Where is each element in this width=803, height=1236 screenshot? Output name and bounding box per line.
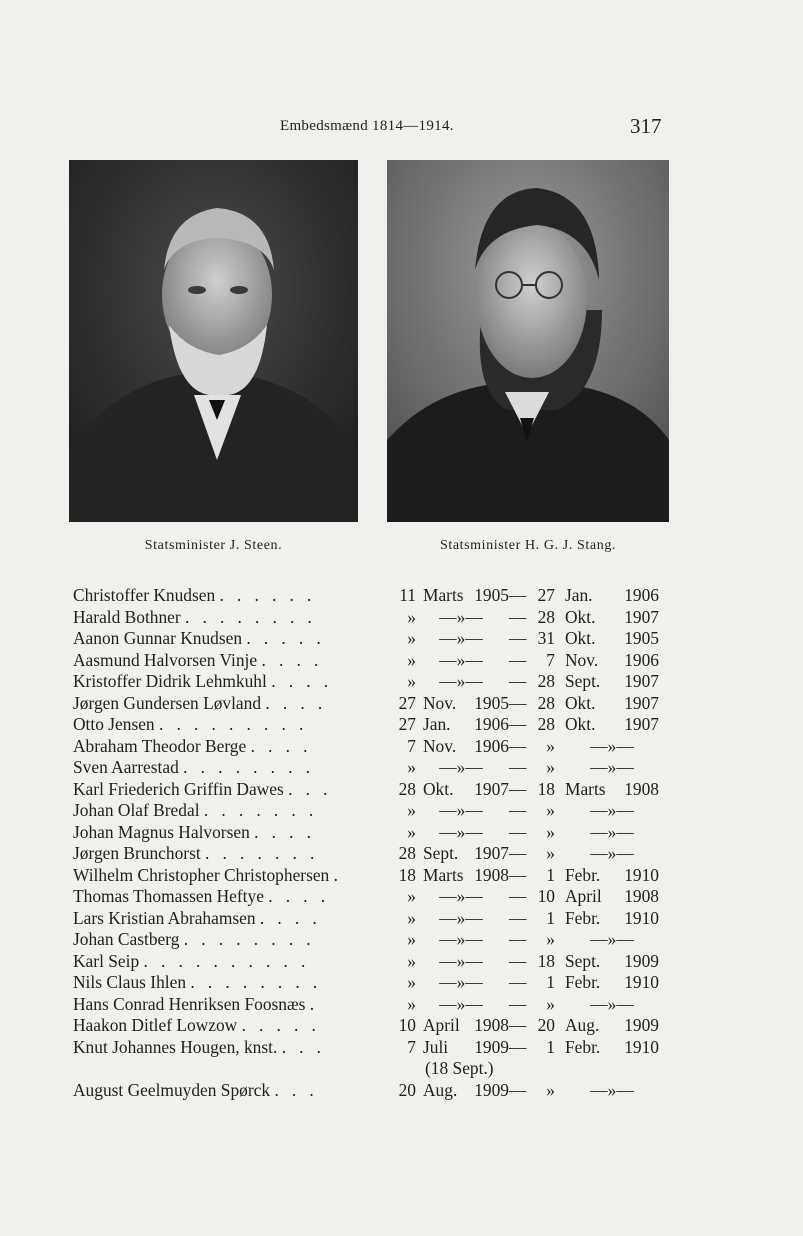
- end-day: 28: [537, 692, 555, 713]
- end-year: 1907: [624, 714, 659, 734]
- end-month: Febr.: [565, 1036, 601, 1057]
- range-dash: —: [509, 1036, 527, 1057]
- row-name: [73, 822, 389, 843]
- end-month: —»—: [590, 800, 634, 820]
- leader-dots: . . . . .: [246, 628, 326, 648]
- person-name: Knut Johannes Hougen, knst.: [73, 1036, 278, 1057]
- range-dash: —: [509, 671, 527, 691]
- end-month: Aug.: [565, 1015, 600, 1035]
- end-day: »: [546, 735, 555, 756]
- person-name: Abraham Theodor Berge: [73, 735, 247, 756]
- table-row: [73, 585, 673, 607]
- end-year: 1910: [624, 972, 659, 992]
- end-month: Okt.: [565, 714, 596, 734]
- row-name: [73, 929, 389, 950]
- range-dash: —: [509, 606, 527, 627]
- person-name: Thomas Thomassen Heftye: [73, 886, 264, 906]
- table-row: [73, 972, 673, 994]
- end-day: 10: [537, 886, 555, 906]
- start-day: »: [407, 671, 416, 691]
- end-day: 1: [546, 864, 555, 885]
- range-dash: —: [509, 778, 527, 799]
- person-name: Harald Bothner: [73, 606, 181, 627]
- end-year: 1907: [624, 606, 659, 627]
- person-name: Christoffer Knudsen: [73, 585, 216, 605]
- start-day: 10: [398, 1015, 416, 1035]
- start-day: »: [407, 993, 416, 1014]
- table-row: [73, 1080, 673, 1102]
- start-month: Aug.: [423, 1079, 458, 1100]
- range-dash: —: [509, 907, 527, 928]
- end-year: 1906: [624, 649, 659, 670]
- table-row: [73, 650, 673, 672]
- start-month: Nov.: [423, 735, 457, 756]
- end-month: —»—: [590, 1079, 634, 1100]
- end-day: 20: [537, 1015, 555, 1035]
- start-year: 1908: [474, 1015, 509, 1035]
- leader-dots: . . . . . . . .: [185, 606, 317, 627]
- table-row: [73, 951, 673, 973]
- start-year: 1909: [474, 1079, 509, 1100]
- table-row: [73, 886, 673, 908]
- start-month: —»—: [439, 649, 483, 670]
- leader-dots: . . . .: [254, 821, 316, 842]
- person-name: Aasmund Halvorsen Vinje: [73, 649, 258, 670]
- range-dash: —: [509, 950, 527, 971]
- start-day: »: [407, 606, 416, 627]
- person-name: Jørgen Brunchorst: [73, 843, 201, 863]
- leader-dots: . . . . . . . .: [183, 757, 315, 777]
- person-name: Wilhelm Christopher Christophersen: [73, 864, 330, 885]
- running-title: Embedsmænd 1814—1914.: [280, 118, 454, 134]
- end-day: »: [546, 1079, 555, 1100]
- start-month: —»—: [439, 993, 483, 1014]
- table-row: [73, 757, 673, 779]
- end-year: 1907: [624, 692, 659, 713]
- start-month: —»—: [439, 950, 483, 971]
- range-dash: —: [509, 886, 527, 906]
- portrait-caption-stang: Statsminister H. G. J. Stang.: [439, 538, 617, 553]
- row-name: [73, 736, 389, 757]
- leader-dots: . . . . . .: [219, 585, 316, 605]
- leader-dots: . . . . . . .: [205, 843, 319, 863]
- start-day: 7: [407, 735, 416, 756]
- row-name: [73, 714, 389, 735]
- page-header: [0, 114, 803, 144]
- start-month: —»—: [439, 671, 483, 691]
- end-month: Jan.: [565, 585, 593, 605]
- range-dash: —: [509, 972, 527, 992]
- start-day: 28: [398, 843, 416, 863]
- end-day: 18: [537, 778, 555, 799]
- start-month: —»—: [439, 821, 483, 842]
- table-row: [73, 1015, 673, 1037]
- range-dash: —: [509, 649, 527, 670]
- range-dash: —: [509, 628, 527, 648]
- person-name: Nils Claus Ihlen: [73, 972, 187, 992]
- start-year: 1907: [474, 843, 509, 863]
- end-month: —»—: [590, 821, 634, 842]
- end-month: —»—: [590, 735, 634, 756]
- end-year: 1907: [624, 671, 659, 691]
- leader-dots: . . . . . . .: [203, 800, 318, 820]
- leader-dots: . . . .: [259, 907, 322, 928]
- start-day: »: [407, 929, 416, 949]
- person-name: Karl Friederich Griffin Dawes: [73, 778, 284, 799]
- leader-dots: . . . . . . . .: [183, 929, 316, 949]
- table-row: [73, 1058, 673, 1080]
- start-month: —»—: [439, 628, 483, 648]
- start-month: Nov.: [423, 692, 457, 713]
- end-day: »: [546, 821, 555, 842]
- person-name: Jørgen Gundersen Løvland: [73, 692, 262, 713]
- start-month: —»—: [439, 972, 483, 992]
- range-dash: —: [509, 585, 527, 605]
- start-day: »: [407, 950, 416, 971]
- table-row: [73, 800, 673, 822]
- range-dash: —: [509, 843, 527, 863]
- range-dash: —: [509, 821, 527, 842]
- end-year: 1908: [624, 778, 659, 799]
- row-name: [73, 650, 389, 671]
- end-year: 1905: [624, 628, 659, 648]
- end-month: April: [565, 886, 602, 906]
- range-dash: —: [509, 714, 527, 734]
- end-day: 28: [537, 671, 555, 691]
- person-name: Otto Jensen: [73, 714, 155, 734]
- person-name: Haakon Ditlef Lowzow: [73, 1015, 238, 1035]
- leader-dots: .: [333, 864, 343, 885]
- person-name: Johan Castberg: [73, 929, 180, 949]
- start-day: »: [407, 649, 416, 670]
- leader-dots: . . .: [288, 778, 332, 799]
- row-name: [73, 607, 389, 628]
- range-dash: —: [509, 757, 527, 777]
- start-month: —»—: [439, 757, 483, 777]
- table-row: [73, 929, 673, 951]
- table-row: [73, 607, 673, 629]
- leader-dots: . . . .: [261, 649, 323, 670]
- leader-dots: . . . . . . . . . .: [143, 950, 310, 971]
- start-year: 1906: [474, 735, 509, 756]
- row-note: (18 Sept.): [425, 1058, 494, 1078]
- portrait-steen-illustration: [69, 160, 358, 522]
- end-day: »: [546, 843, 555, 863]
- start-month: —»—: [439, 886, 483, 906]
- start-day: »: [407, 886, 416, 906]
- table-row: [73, 843, 673, 865]
- end-day: »: [546, 993, 555, 1014]
- portrait-stang-illustration: [387, 160, 669, 522]
- start-day: 27: [398, 714, 416, 734]
- end-day: 31: [537, 628, 555, 648]
- person-name: Johan Olaf Bredal: [73, 800, 200, 820]
- start-year: 1905: [474, 585, 509, 605]
- end-day: 1: [546, 1036, 555, 1057]
- start-day: 28: [398, 778, 416, 799]
- leader-dots: . . .: [281, 1036, 326, 1057]
- leader-dots: . . . . . . . . .: [159, 714, 308, 734]
- end-month: Sept.: [565, 671, 601, 691]
- leader-dots: . . . .: [250, 735, 312, 756]
- start-month: Okt.: [423, 778, 454, 799]
- person-name: Karl Seip: [73, 950, 140, 971]
- portrait-photo-stang: [387, 160, 669, 522]
- table-row: [73, 994, 673, 1016]
- table-row: [73, 693, 673, 715]
- end-month: Okt.: [565, 628, 596, 648]
- start-day: 27: [398, 692, 416, 713]
- start-day: 7: [407, 1036, 416, 1057]
- end-day: 27: [537, 585, 555, 605]
- person-name: Aanon Gunnar Knudsen: [73, 628, 243, 648]
- start-day: »: [407, 907, 416, 928]
- portrait-photo-steen: [69, 160, 358, 522]
- range-dash: —: [509, 1079, 527, 1100]
- end-month: —»—: [590, 993, 634, 1014]
- row-name: [73, 693, 389, 714]
- end-month: —»—: [590, 843, 634, 863]
- range-dash: —: [509, 692, 527, 713]
- start-month: —»—: [439, 606, 483, 627]
- page-number: 317: [630, 114, 662, 138]
- start-day: »: [407, 800, 416, 820]
- start-month: —»—: [439, 800, 483, 820]
- table-row: [73, 908, 673, 930]
- end-day: 18: [537, 950, 555, 971]
- end-month: Febr.: [565, 972, 601, 992]
- row-name: [73, 671, 389, 692]
- row-name: [73, 865, 389, 886]
- start-day: »: [407, 757, 416, 777]
- end-day: 1: [546, 972, 555, 992]
- end-year: 1908: [624, 886, 659, 906]
- table-row: [73, 714, 673, 736]
- start-year: 1909: [474, 1036, 509, 1057]
- start-year: 1905: [474, 692, 509, 713]
- table-row: [73, 865, 673, 887]
- end-day: »: [546, 757, 555, 777]
- row-name: [73, 951, 389, 972]
- row-name: [73, 1080, 389, 1101]
- leader-dots: .: [309, 993, 319, 1014]
- end-day: »: [546, 800, 555, 820]
- row-name: [73, 972, 389, 993]
- end-month: Okt.: [565, 692, 596, 713]
- start-month: Marts: [423, 864, 464, 885]
- leader-dots: . . . . . . . .: [190, 972, 322, 992]
- end-day: »: [546, 929, 555, 949]
- start-day: 18: [398, 864, 416, 885]
- row-name: [73, 843, 389, 864]
- leader-dots: . . .: [274, 1079, 319, 1100]
- start-month: —»—: [439, 907, 483, 928]
- start-day: »: [407, 821, 416, 842]
- end-day: 28: [537, 714, 555, 734]
- end-month: Febr.: [565, 864, 601, 885]
- row-name: [73, 585, 389, 606]
- row-name: [73, 1037, 389, 1058]
- end-day: 1: [546, 907, 555, 928]
- end-year: 1910: [624, 864, 659, 885]
- person-name: Lars Kristian Abrahamsen: [73, 907, 256, 928]
- range-dash: —: [509, 1015, 527, 1035]
- end-year: 1910: [624, 907, 659, 928]
- start-month: Juli: [423, 1036, 449, 1057]
- end-year: 1910: [624, 1036, 659, 1057]
- row-name: [73, 994, 389, 1015]
- table-row: [73, 628, 673, 650]
- end-year: 1909: [624, 950, 659, 971]
- row-name: [73, 628, 389, 649]
- leader-dots: . . . .: [265, 692, 327, 713]
- row-name: [73, 779, 389, 800]
- table-row: [73, 822, 673, 844]
- end-month: Marts: [565, 778, 606, 799]
- table-row: [73, 1037, 673, 1059]
- table-row: [73, 736, 673, 758]
- portrait-caption-steen: Statsminister J. Steen.: [144, 538, 283, 553]
- table-row: [73, 671, 673, 693]
- start-day: »: [407, 972, 416, 992]
- end-month: Sept.: [565, 950, 601, 971]
- person-name: Johan Magnus Halvorsen: [73, 821, 250, 842]
- range-dash: —: [509, 864, 527, 885]
- range-dash: —: [509, 929, 527, 949]
- row-name: [73, 757, 389, 778]
- end-day: 7: [546, 649, 555, 670]
- minister-table: [73, 585, 673, 1101]
- start-month: Jan.: [423, 714, 451, 734]
- range-dash: —: [509, 993, 527, 1014]
- person-name: August Geelmuyden Spørck: [73, 1079, 271, 1100]
- table-row: [73, 779, 673, 801]
- start-month: —»—: [439, 929, 483, 949]
- end-month: —»—: [590, 757, 634, 777]
- row-name: [73, 908, 389, 929]
- start-day: »: [407, 628, 416, 648]
- leader-dots: . . . .: [268, 886, 330, 906]
- range-dash: —: [509, 735, 527, 756]
- start-day: 11: [399, 585, 416, 605]
- end-year: 1909: [624, 1015, 659, 1035]
- person-name: Kristoffer Didrik Lehmkuhl: [73, 671, 267, 691]
- start-year: 1906: [474, 714, 509, 734]
- row-name: [73, 800, 389, 821]
- start-month: April: [423, 1015, 460, 1035]
- leader-dots: . . . . .: [241, 1015, 321, 1035]
- start-year: 1908: [474, 864, 509, 885]
- leader-dots: . . . .: [271, 671, 333, 691]
- end-year: 1906: [624, 585, 659, 605]
- range-dash: —: [509, 800, 527, 820]
- start-day: 20: [398, 1079, 416, 1100]
- row-name: [73, 1015, 389, 1036]
- end-month: Nov.: [565, 649, 599, 670]
- end-month: Febr.: [565, 907, 601, 928]
- row-name: [73, 886, 389, 907]
- start-year: 1907: [474, 778, 509, 799]
- person-name: Hans Conrad Henriksen Foosnæs: [73, 993, 306, 1014]
- end-day: 28: [537, 606, 555, 627]
- start-month: Sept.: [423, 843, 459, 863]
- end-month: Okt.: [565, 606, 596, 627]
- person-name: Sven Aarrestad: [73, 757, 179, 777]
- end-month: —»—: [590, 929, 634, 949]
- start-month: Marts: [423, 585, 464, 605]
